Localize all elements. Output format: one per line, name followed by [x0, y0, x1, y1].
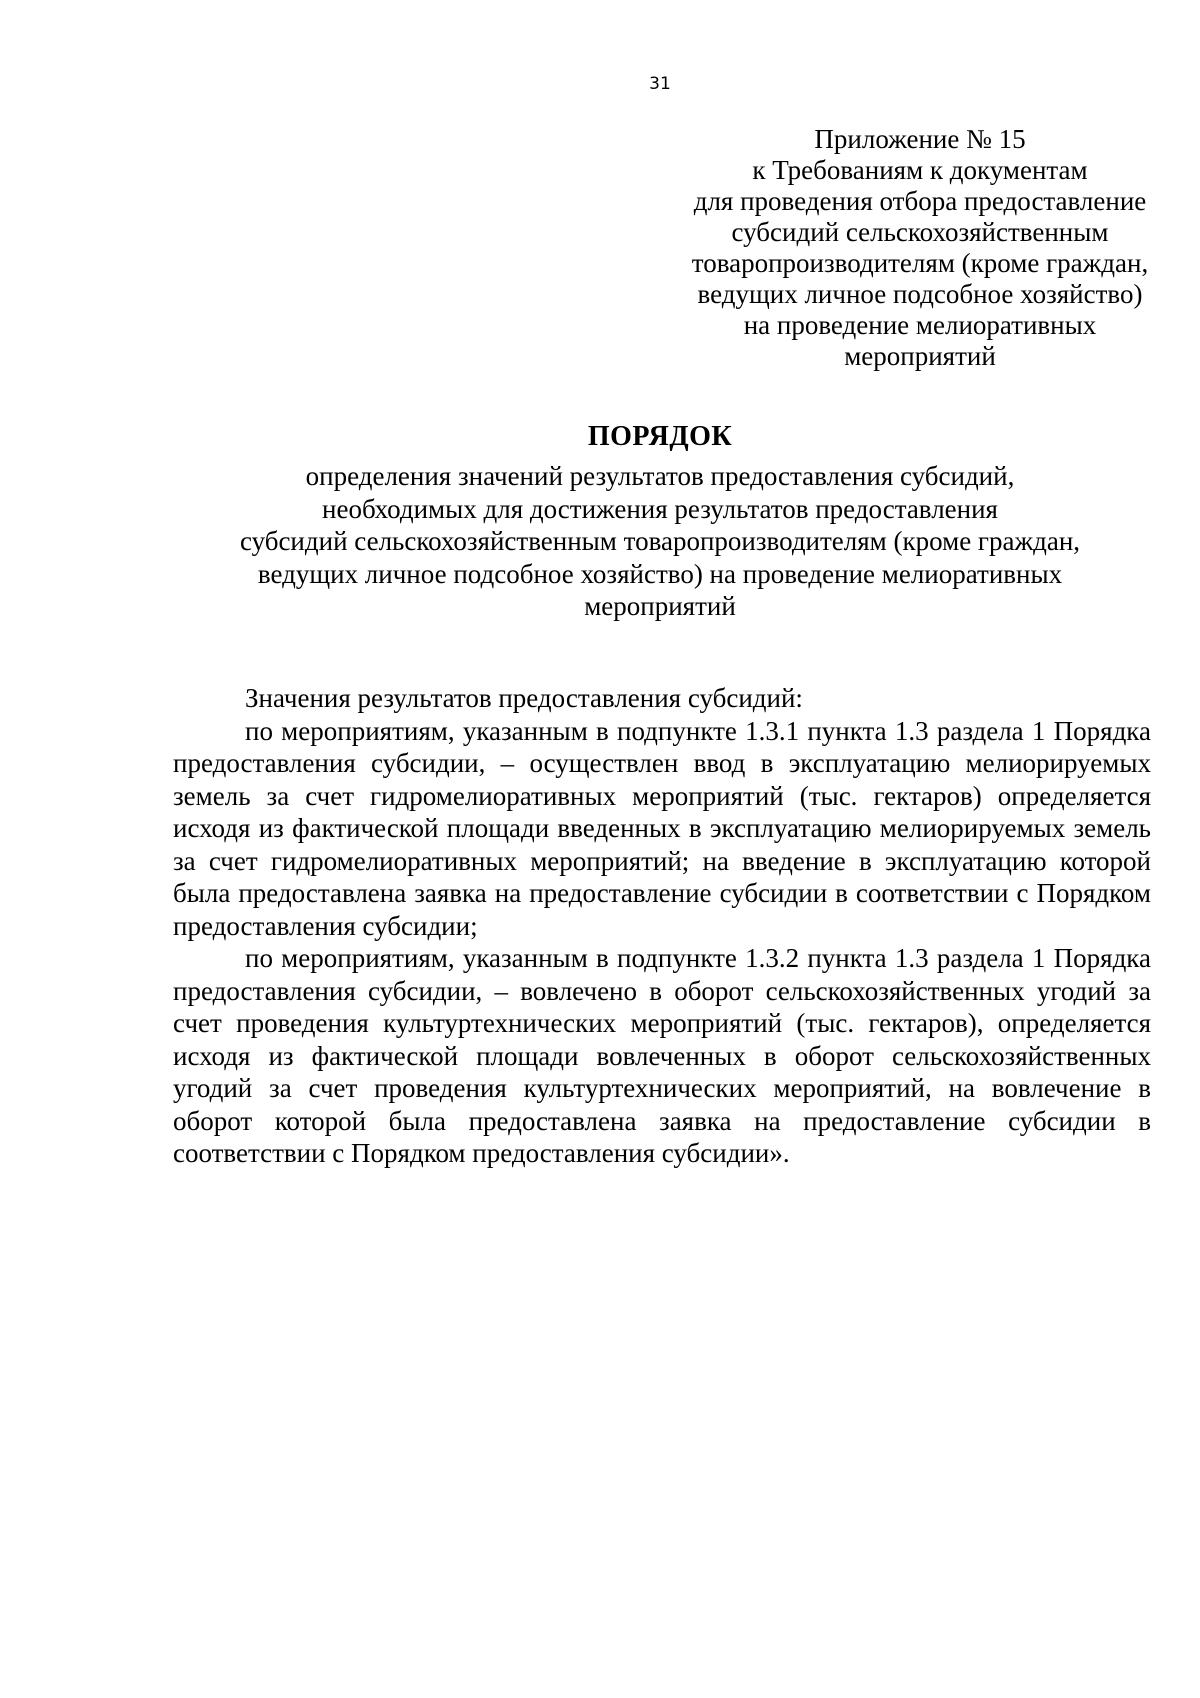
subtitle-line: субсидий сельскохозяйственным товаропроизводителям (кроме граждан, — [239, 526, 1081, 556]
document-title: ПОРЯДОК — [587, 421, 733, 452]
appendix-line: к Требованиям к документам — [752, 155, 1088, 185]
appendix-line: мероприятий — [844, 341, 996, 371]
appendix-line: Приложение № 15 — [814, 124, 1026, 154]
body-intro: Значения результатов предоставления субсидий: — [245, 683, 803, 713]
appendix-line: товаропроизводителям (кроме граждан, — [691, 248, 1149, 278]
subtitle-line: определения значений результатов предоставления субсидий, — [305, 461, 1015, 491]
document-body — [173, 682, 1151, 1170]
appendix-line: субсидий сельскохозяйственным — [731, 217, 1109, 247]
body-paragraph: по мероприятиям, указанным в подпункте 1.3.2 пункта 1.3 раздела 1 Порядка предоставления субсидии, – вовлечено в оборот сельскохозяйственных угодий за счет проведения культуртехнических мероприятий (тыс. гектаров), определяется исходя из фактической площади вовлеченных в оборот сельскохозяйственных угодий за счет проведения культуртехнических мероприятий, на вовлечение в оборот которой была предоставлена заявка на предоставление субсидии в соответствии с Порядком предоставления субсидии». — [173, 943, 1151, 1168]
appendix-line: ведущих личное подсобное хозяйство) — [697, 279, 1143, 309]
document-subtitle — [0, 460, 1200, 623]
subtitle-line: мероприятий — [584, 591, 736, 621]
subtitle-line: необходимых для достижения результатов предоставления — [322, 493, 998, 524]
appendix-line: на проведение мелиоративных — [743, 310, 1097, 340]
appendix-header — [650, 124, 1190, 372]
body-paragraph: по мероприятиям, указанным в подпункте 1.3.1 пункта 1.3 раздела 1 Порядка предоставления субсидии, – осуществлен ввод в эксплуатацию мелиорируемых земель за счет гидромелиоративных мероприятий (тыс. гектаров) определяется исходя из фактической площади введенных в эксплуатацию мелиорируемых земель за счет гидромелиоративных мероприятий; на введение в эксплуатацию которой была предоставлена заявка на предоставление субсидии в соответствии с Порядком предоставления субсидии; — [173, 715, 1151, 941]
subtitle-line: ведущих личное подсобное хозяйство) на проведение мелиоративных — [257, 558, 1063, 589]
page-number: 31 — [649, 74, 671, 94]
appendix-line: для проведения отбора предоставление — [693, 186, 1147, 216]
